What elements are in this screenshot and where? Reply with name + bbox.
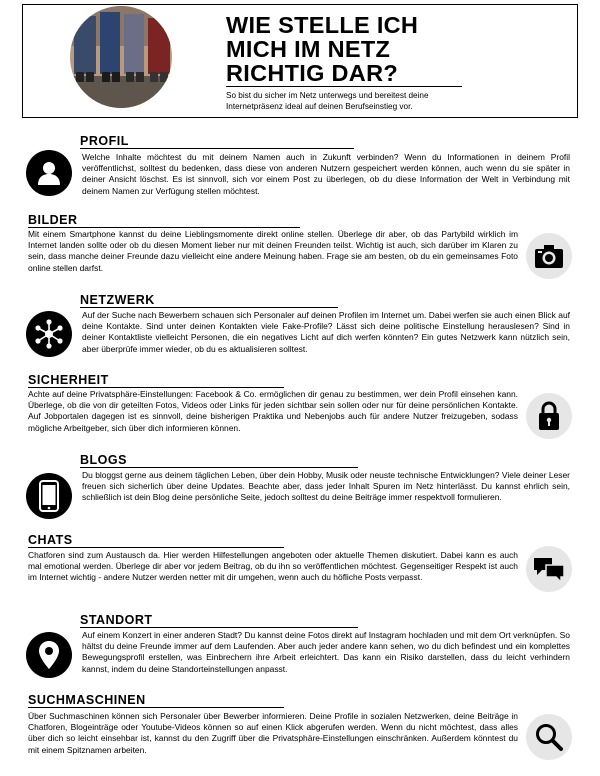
search-icon <box>526 714 572 760</box>
section-rule <box>80 307 338 308</box>
chat-bubbles-icon <box>526 546 572 592</box>
page-title-line-3: RICHTIG DAR? <box>226 60 399 86</box>
section-text-profil: Welche Inhalte möchtest du mit deinem Namen auch in Zukunft verbinden? Wenn du Informationen in deinem Profil veröffentlichst, solltest du bedenken, dass diese von anderen Nutzern gespeichert werden können, auch wenn du sie später in deiner Ansicht löschst. Es ist sinnvoll, sich vor einem Post zu überlegen, ob du diese Information der Welt in Verbindung mit deinem Namen zur Verfügung stellen möchtest. <box>82 152 570 196</box>
section-rule <box>28 387 284 388</box>
section-rule <box>80 627 358 628</box>
people-sitting-photo <box>70 6 172 108</box>
section-text-chats: Chatforen sind zum Austausch da. Hier werden Hilfestellungen angeboten oder aktuelle Themen diskutiert. Dabei kann es auch mal emotional werden. Überlege dir aber vor jedem Beitrag, ob du ihn so veröffentlichen möchtest. Gegenseitiger Respekt ist auch im Internet wichtig - andere Nutzer werden netter mit dir umgehen, wenn auch du höfliche Posts verpasst. <box>28 550 518 583</box>
page-title-line-1: WIE STELLE ICH <box>226 12 419 38</box>
page-title-line-2: MICH IM NETZ <box>226 36 391 62</box>
section-title-profil: PROFIL <box>80 134 129 148</box>
user-icon <box>26 150 72 196</box>
section-title-netzwerk: NETZWERK <box>80 293 155 307</box>
section-text-blogs: Du bloggst gerne aus deinem täglichen Leben, über dein Hobby, Musik oder neuste technische Entwicklungen? Viele deiner Leser freuen sich sicherlich über deine Updates. Beachte aber, dass jeder Inhalt Spuren im Netz hinterlässt. Du kannst ehrlich sein, schließlich ist dein Blog deine persönliche Seite, jedoch solltest du deine Beiträge immer respektvoll formulieren. <box>82 470 570 503</box>
section-text-bilder: Mit einem Smartphone kannst du deine Lieblingsmomente direkt online stellen. Überlege dir aber, ob das Partybild wirklich im Internet landen sollte oder ob du diesen Moment lieber nur mit deinen Freunden teilst. Wichtig ist auch, sich darüber im Klaren zu sein, dass manche deiner Freunde dazu vielleicht eine andere Meinung haben. Frage sie am besten, ob du ein gemeinsames Foto online stellen darfst. <box>28 229 518 273</box>
page-title <box>226 13 566 85</box>
lock-icon <box>526 393 572 439</box>
section-rule <box>28 707 284 708</box>
section-title-suchmaschinen: SUCHMASCHINEN <box>28 693 146 707</box>
section-text-sicherheit: Achte auf deine Privatsphäre-Einstellungen: Facebook & Co. ermöglichen dir genau zu bestimmen, wer dein Profil einsehen kann. Überlege, ob die von dir geteilten Fotos, Videos oder Links für jeden sichtbar sein sollen oder nur für deine persönlichen Kontakte. Auf Jobportalen dagegen ist es sinnvoll, deine bisherigen Praktika und Nebenjobs auch für andere Nutzer freizugeben, sodass mögliche Arbeitgeber, sich über dich informieren können. <box>28 389 518 433</box>
smartphone-icon <box>26 473 72 519</box>
section-text-suchmaschinen: Über Suchmaschinen können sich Personaler über Bewerber informieren. Deine Profile in sozialen Netzwerken, deine Beiträge in Chatforen, Blogeinträge oder Youtube-Videos können so auf einen Klick abgerufen werden. Wenn du nicht möchtest, dass alles über dich so leicht einsehbar ist, kannst du den Zugriff über die Privatsphäre-Einstellungen einschränken. Außerdem könntest du mit einem Spitznamen arbeiten. <box>28 711 518 755</box>
section-rule <box>28 227 300 228</box>
section-rule <box>80 148 354 149</box>
network-icon <box>26 311 72 357</box>
section-rule <box>80 467 358 468</box>
section-text-standort: Auf einem Konzert in einer anderen Stadt? Du kannst deine Fotos direkt auf Instagram hochladen und mit dem Ort verknüpfen. So hältst du deine Freunde immer auf dem Laufenden. Aber auch jeder andere kann sehen, wo du dich befindest und ein komplettes Bewegungsprofil erstellen, was Einbrechern ihre Arbeit erleichtert. Das kann ein Risiko darstellen, dass du leicht verhindern kannst, indem du deine Standorteinstellungen anpasst. <box>82 630 570 674</box>
camera-icon <box>526 233 572 279</box>
page-subtitle: So bist du sicher im Netz unterwegs und bereitest deine Internetpräsenz ideal auf deinen Berufseinstieg vor. <box>226 91 429 111</box>
section-title-bilder: BILDER <box>28 213 78 227</box>
header-divider <box>226 86 462 87</box>
location-pin-icon <box>26 632 72 678</box>
section-title-sicherheit: SICHERHEIT <box>28 373 109 387</box>
section-title-blogs: BLOGS <box>80 453 127 467</box>
section-title-standort: STANDORT <box>80 613 153 627</box>
section-rule <box>28 547 284 548</box>
section-text-netzwerk: Auf der Suche nach Bewerbern schauen sich Personaler auf deinen Profilen im Internet um. Dabei werfen sie auch einen Blick auf deine Kontakte. Sind unter deinen Kontakten viele Fake-Profile? Lässt sich deine politische Einstellung herauslesen? Sind in deiner Kontaktliste vielleicht Personen, die ein negatives Licht auf dich werfen könnten? Ein gutes Netzwerk kann nützlich sein, aber überprüfe immer wieder, ob du es aktualisieren solltest. <box>82 310 570 354</box>
section-title-chats: CHATS <box>28 533 73 547</box>
header-photo <box>70 6 172 108</box>
